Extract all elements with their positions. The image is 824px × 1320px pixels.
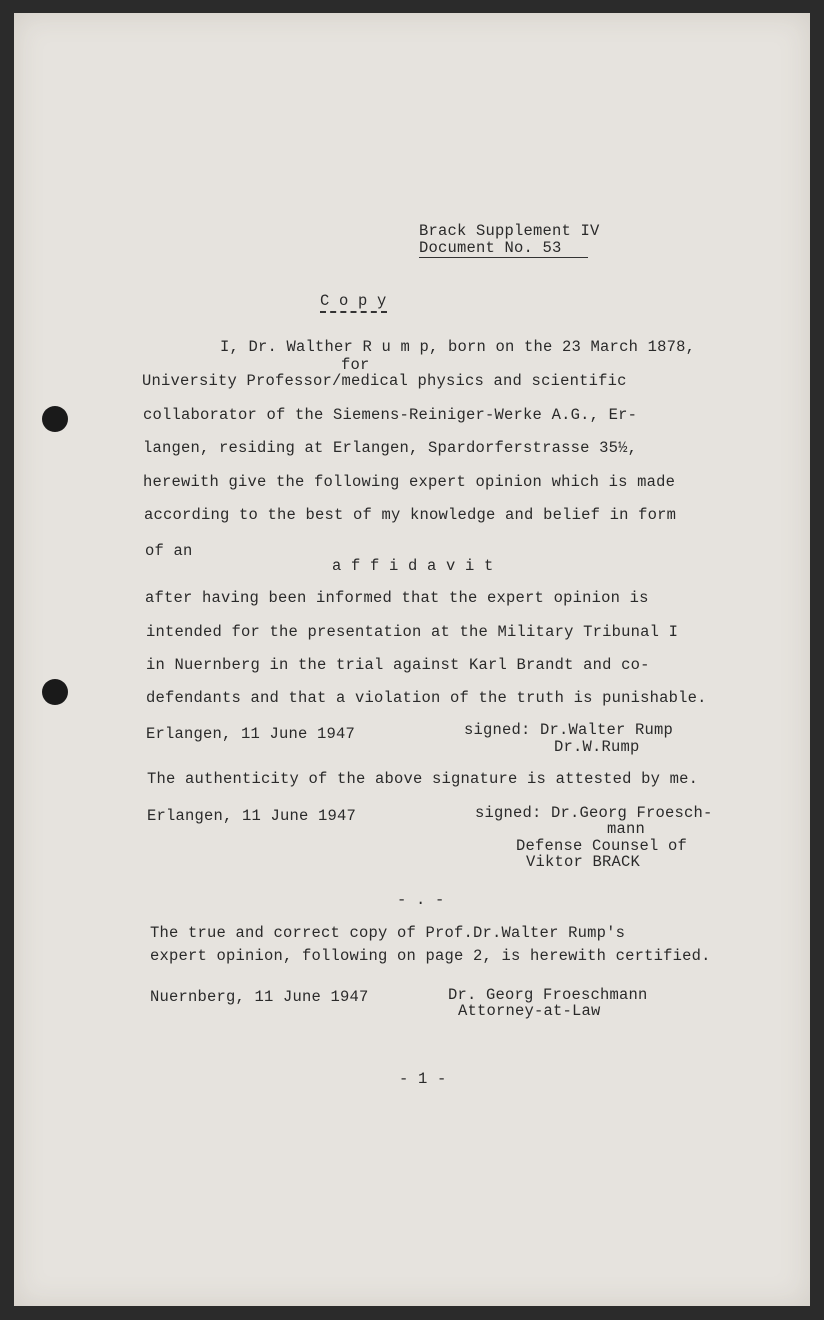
affidavit-line-8: after having been informed that the expert opinion is xyxy=(145,589,649,607)
attestation-role-2: Viktor BRACK xyxy=(526,853,641,871)
signature1-signed-initials: Dr.W.Rump xyxy=(554,738,640,756)
separator: - . - xyxy=(397,891,445,909)
copy-heading: C o p y xyxy=(320,292,387,313)
signature1-place-date: Erlangen, 11 June 1947 xyxy=(146,725,356,743)
certification-place-date: Nuernberg, 11 June 1947 xyxy=(150,988,369,1006)
affidavit-line-4: langen, residing at Erlangen, Spardorferstrasse 35½, xyxy=(143,439,638,457)
affidavit-line-3: collaborator of the Siemens-Reiniger-Werke A.G., Er- xyxy=(143,406,638,424)
attestation-place-date: Erlangen, 11 June 1947 xyxy=(147,807,357,825)
affidavit-line-2: University Professor/medical physics and scientific xyxy=(142,372,627,390)
attestation-role-1: Defense Counsel of xyxy=(516,837,688,855)
attestation-signed-cont: mann xyxy=(607,820,646,838)
affidavit-line-7: of an xyxy=(145,542,193,560)
certification-line-2: expert opinion, following on page 2, is herewith certified. xyxy=(150,947,711,965)
document-number: Document No. 53 xyxy=(419,239,588,258)
signature1-signed: signed: Dr.Walter Rump xyxy=(464,721,674,739)
supplement-label: Brack Supplement IV xyxy=(419,222,600,240)
affidavit-line-5: herewith give the following expert opinion which is made xyxy=(143,473,676,491)
certification-line-1: The true and correct copy of Prof.Dr.Walter Rump's xyxy=(150,924,626,942)
affidavit-line-9: intended for the presentation at the Military Tribunal I xyxy=(146,623,679,641)
affidavit-insertion: for xyxy=(341,356,370,374)
page-number: - 1 - xyxy=(399,1070,447,1088)
affidavit-line-1: I, Dr. Walther R u m p, born on the 23 March 1878, xyxy=(220,338,696,356)
affidavit-heading: a f f i d a v i t xyxy=(332,557,494,575)
certification-name: Dr. Georg Froeschmann xyxy=(448,986,648,1004)
attestation-signed: signed: Dr.Georg Froesch- xyxy=(475,804,713,822)
punch-hole-bottom xyxy=(42,679,68,705)
affidavit-line-6: according to the best of my knowledge and belief in form xyxy=(144,506,677,524)
affidavit-line-10: in Nuernberg in the trial against Karl Brandt and co- xyxy=(146,656,650,674)
attestation-text: The authenticity of the above signature is attested by me. xyxy=(147,770,699,788)
affidavit-line-11: defendants and that a violation of the truth is punishable. xyxy=(146,689,707,707)
punch-hole-top xyxy=(42,406,68,432)
certification-title: Attorney-at-Law xyxy=(458,1002,601,1020)
